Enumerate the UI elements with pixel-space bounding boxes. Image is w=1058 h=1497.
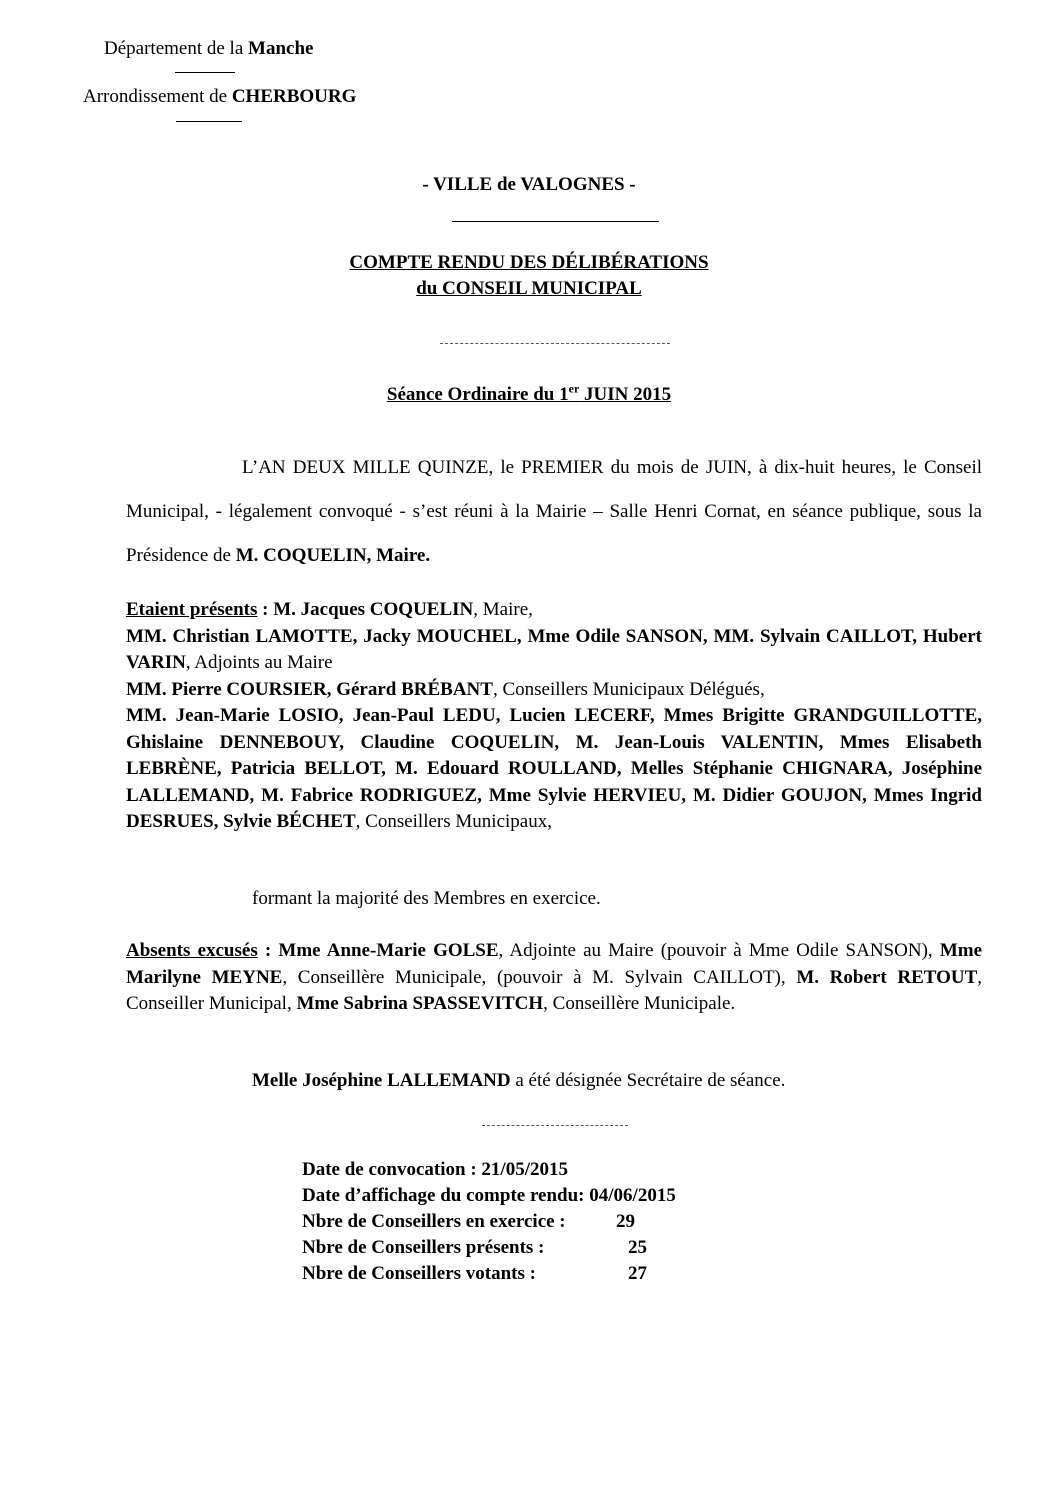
delegues-role: , Conseillers Municipaux Délégués, (492, 678, 765, 700)
stat-row (302, 1235, 676, 1261)
secretaire-line (252, 1070, 785, 1092)
presents-block (126, 597, 982, 836)
stat-label: Nbre de Conseillers présents : (302, 1237, 545, 1258)
presents-line-maire (126, 597, 982, 624)
arrondissement-text: Arrondissement de (83, 86, 232, 107)
stat-value: 29 (616, 1211, 635, 1232)
absent-4-name: Mme Sabrina SPASSEVITCH (296, 993, 544, 1014)
presents-sep: : (257, 599, 274, 620)
absent-1-name: Mme Anne-Marie GOLSE (278, 940, 499, 961)
secretaire-name: Melle Joséphine LALLEMAND (252, 1070, 511, 1091)
maire-role: , Maire, (473, 599, 533, 620)
absents-label: Absents excusés (126, 940, 258, 961)
stat-label: Date de convocation : 21/05/2015 (302, 1159, 568, 1180)
conseil-text: du CONSEIL MUNICIPAL (416, 278, 642, 299)
stat-row (302, 1183, 676, 1209)
seance-title (0, 382, 1058, 406)
arrondissement-name: CHERBOURG (231, 86, 357, 107)
absent-3-text: , Conseiller Municipal, (126, 966, 982, 1014)
majorite-line: formant la majorité des Membres en exercice. (252, 888, 601, 909)
intro-paragraph (126, 446, 982, 578)
stat-value: 27 (628, 1263, 647, 1284)
conseillers-role: , Conseillers Municipaux, (355, 811, 552, 832)
stats-block (302, 1157, 676, 1287)
absent-3-name: M. Robert RETOUT (796, 966, 978, 988)
title-divider (452, 221, 659, 222)
compte-rendu-text: COMPTE RENDU DES DÉLIBÉRATIONS (349, 252, 709, 273)
absents-sep: : (257, 940, 279, 961)
departement-line (104, 38, 313, 60)
departement-name: Manche (248, 38, 314, 59)
presents-delegues (126, 677, 982, 704)
dashed-divider-2 (482, 1125, 628, 1126)
stat-row (302, 1157, 676, 1183)
absent-2-name: Mme Marilyne MEYNE (126, 940, 983, 988)
stat-label: Nbre de Conseillers votants : (302, 1263, 536, 1284)
header-divider-2 (176, 121, 242, 122)
absent-4-text: , Conseillère Municipale. (543, 993, 736, 1014)
presents-adjoints (126, 624, 982, 677)
conseillers-names: MM. Jean-Marie LOSIO, Jean-Paul LEDU, Lucien LECERF, Mmes Brigitte GRANDGUILLOTTE, Ghislaine DENNEBOUY, Claudine COQUELIN, M. Jean-Louis VALENTIN, Mmes Elisabeth LEBRÈNE, Patricia BELLOT, M. Edouard ROULLAND, Melles Stéphanie CHIGNARA, Joséphine LALLEMAND, M. Fabrice RODRIGUEZ, Mme Sylvie HERVIEU, M. Didier GOUJON, Mmes Ingrid DESRUES, Sylvie BÉCHET (126, 705, 982, 832)
adjoints-names: MM. Christian LAMOTTE, Jacky MOUCHEL, Mme Odile SANSON, MM. Sylvain CAILLOT, Hubert VARIN (126, 625, 982, 673)
header-divider-1 (175, 72, 235, 73)
secretaire-text: a été désignée Secrétaire de séance. (510, 1070, 786, 1091)
stat-value: 25 (628, 1237, 647, 1258)
maire-name: M. Jacques COQUELIN (273, 599, 474, 620)
seance-date: JUIN 2015 (579, 384, 672, 406)
absents-block (126, 938, 982, 1018)
stat-row (302, 1209, 676, 1235)
dashed-divider-1 (440, 343, 670, 344)
departement-text: Département de la (104, 38, 249, 59)
seance-text: Séance Ordinaire du 1 (386, 384, 569, 406)
intro-text: L’AN DEUX MILLE QUINZE, le PREMIER du mois de JUIN, à dix-huit heures, le Conseil Municipal, - légalement convoqué - s’est réuni à la Mairie – Salle Henri Cornat, en séance publique, sous la Présidence de (126, 457, 982, 566)
stat-row (302, 1261, 676, 1287)
absent-1-text: , Adjointe au Maire (pouvoir à Mme Odile SANSON), (498, 940, 940, 961)
conseil-title (0, 278, 1058, 300)
presents-conseillers (126, 703, 982, 836)
stat-label: Date d’affichage du compte rendu: 04/06/2015 (302, 1185, 676, 1206)
intro-president: M. COQUELIN, Maire. (235, 545, 431, 566)
presents-label: Etaient présents (126, 599, 258, 620)
compte-rendu-title (0, 252, 1058, 274)
ville-title: - VILLE de VALOGNES - (422, 174, 636, 195)
absent-2-text: , Conseillère Municipale, (pouvoir à M. Sylvain CAILLOT), (282, 966, 797, 988)
delegues-names: MM. Pierre COURSIER, Gérard BRÉBANT (126, 678, 493, 700)
stat-label: Nbre de Conseillers en exercice : (302, 1211, 566, 1232)
adjoints-role: , Adjoints au Maire (185, 652, 333, 673)
arrondissement-line (83, 86, 356, 108)
seance-sup: er (568, 382, 580, 396)
